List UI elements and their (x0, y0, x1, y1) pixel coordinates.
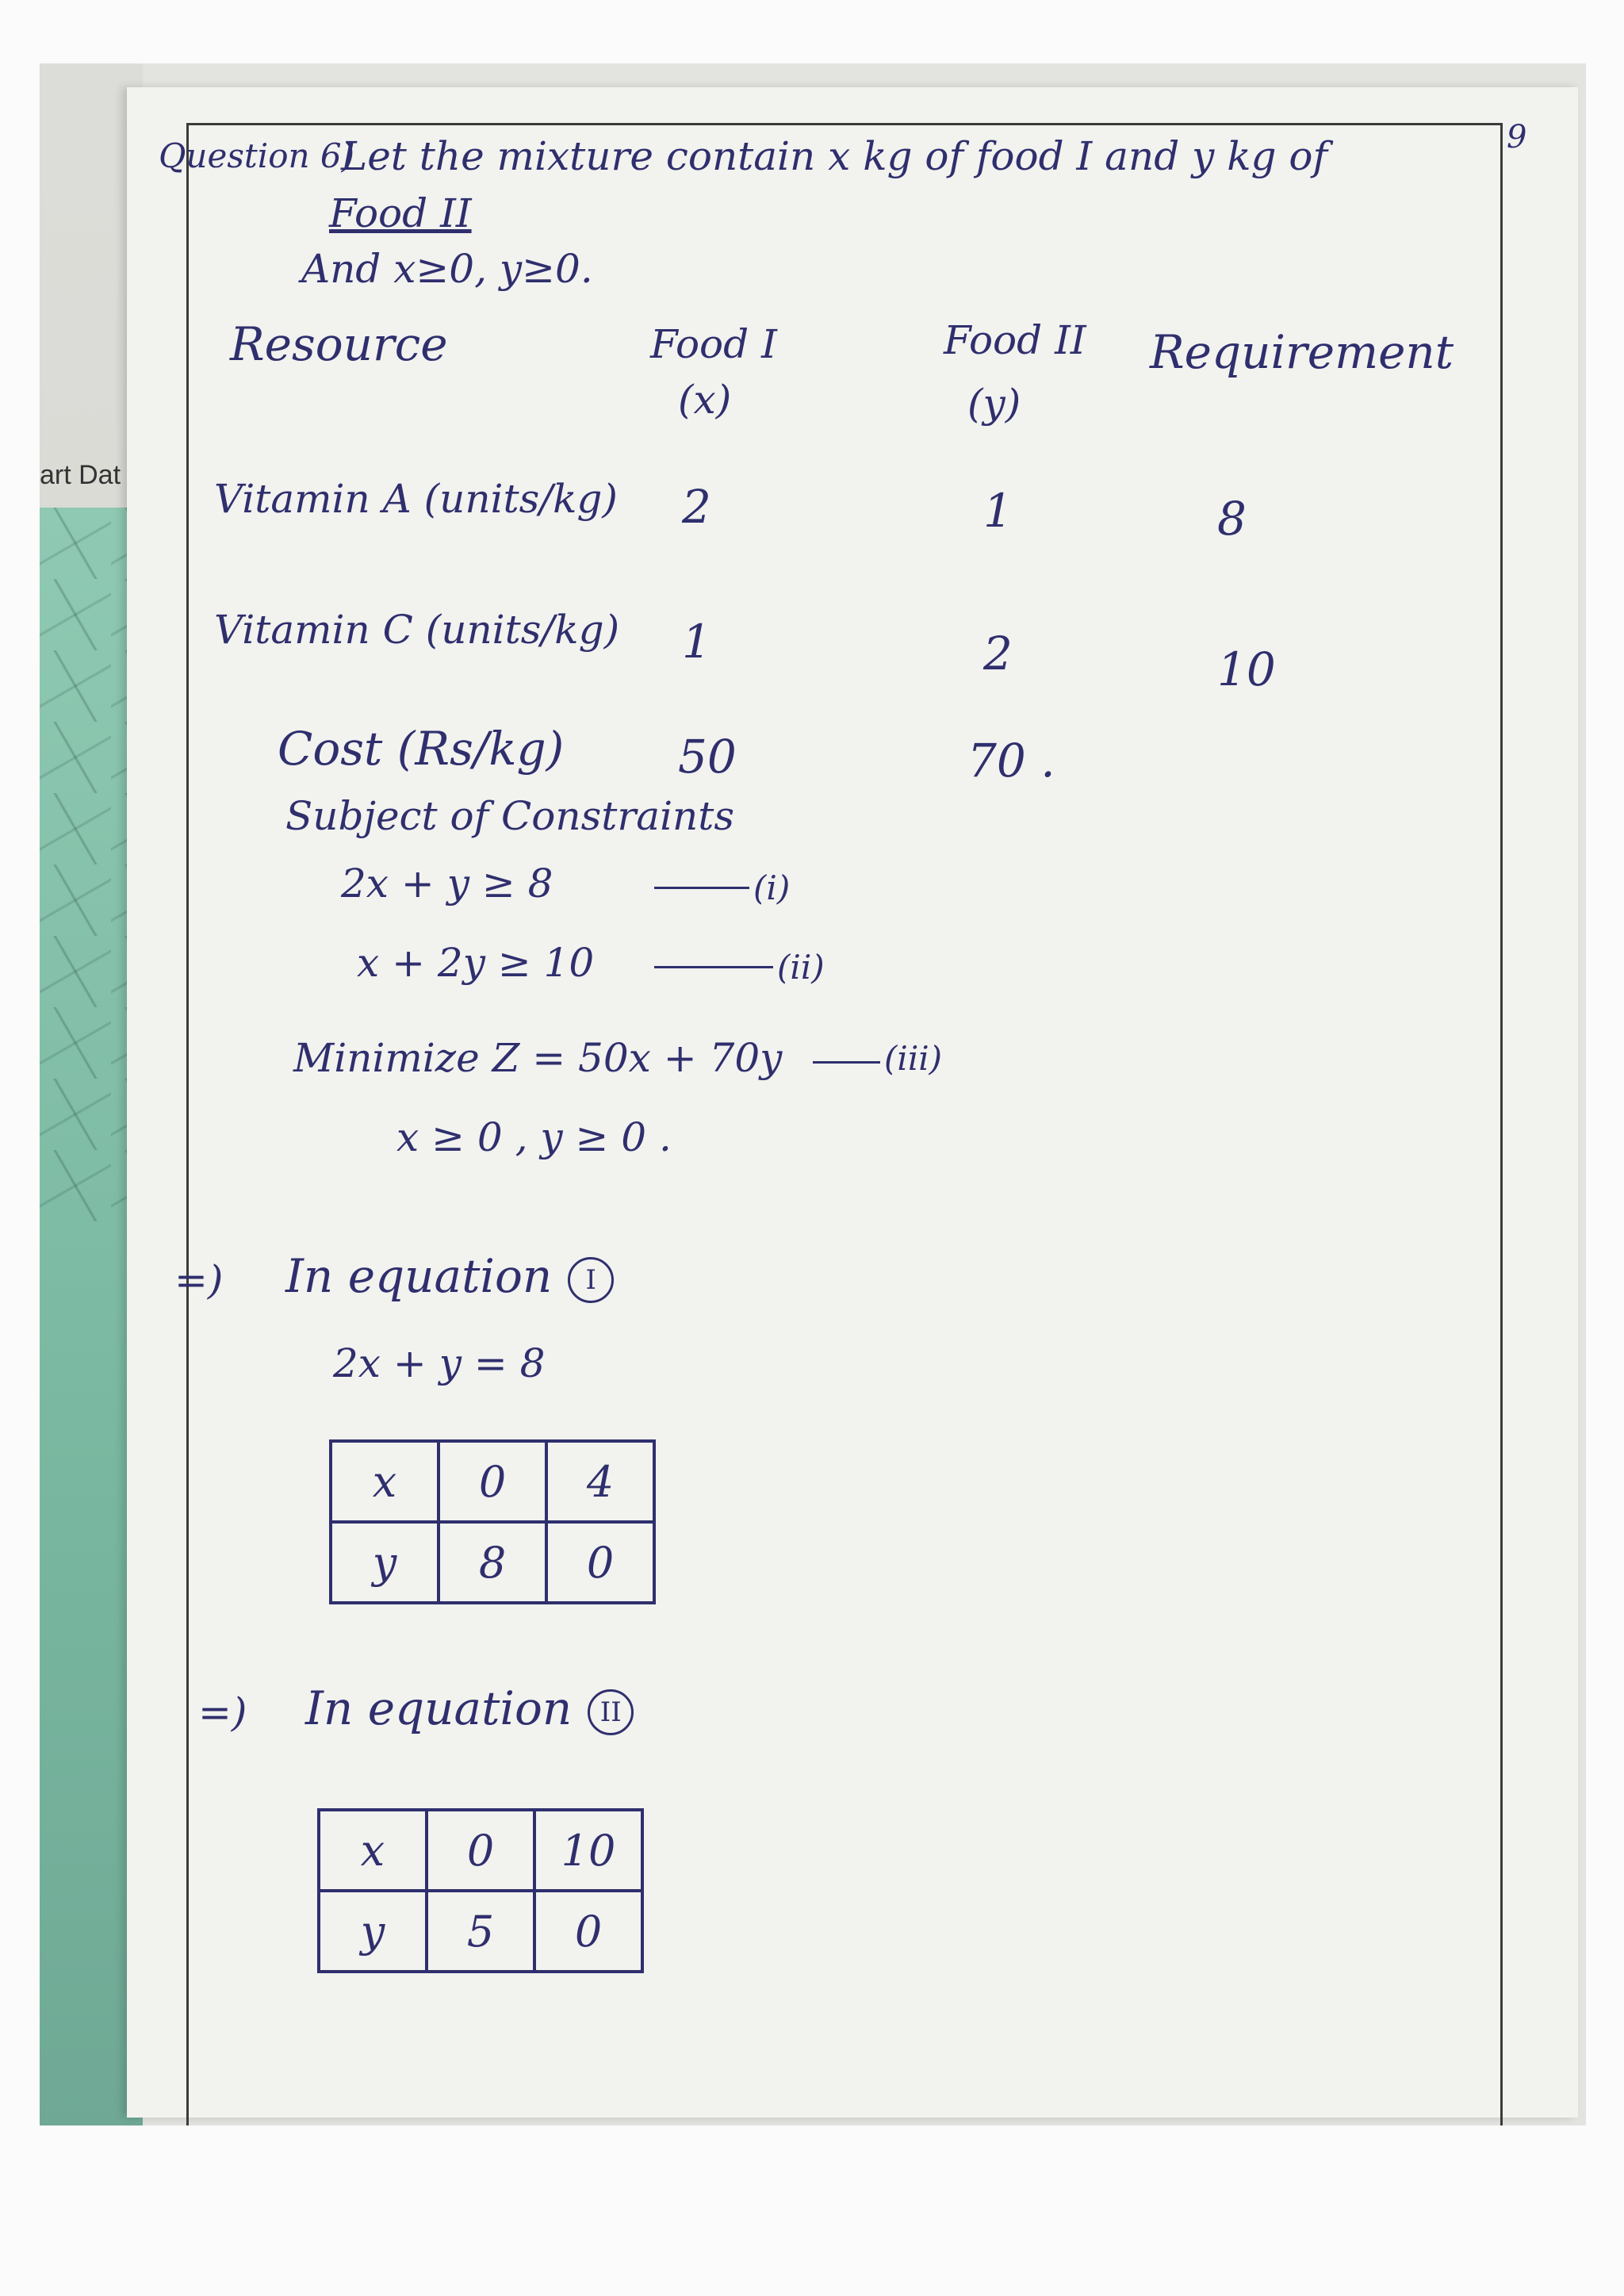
header-food-1: Food I (650, 321, 777, 367)
row-vitamin-a-food1: 2 (682, 480, 711, 534)
table-row (331, 1522, 654, 1603)
header-resource: Resource (230, 317, 448, 371)
constraint-2-leader (654, 966, 773, 968)
table-cell: 0 (427, 1810, 534, 1891)
row-vitamin-c-label: Vitamin C (units/kg) (214, 607, 620, 653)
header-requirement: Requirement (1150, 325, 1454, 379)
eq1-equation: 2x + y = 8 (333, 1340, 546, 1386)
table-cell: 0 (439, 1441, 546, 1522)
table-row (331, 1441, 654, 1522)
table-cell: 0 (546, 1522, 654, 1603)
eq1-number: I (568, 1257, 614, 1303)
eq2-heading (305, 1681, 634, 1735)
constraint-2-tag: (ii) (777, 948, 825, 987)
row-vitamin-c-food1: 1 (682, 615, 711, 669)
notebook-sheet (127, 87, 1578, 2118)
subheader-food-1: (x) (678, 377, 732, 423)
objective-tag: (iii) (884, 1039, 943, 1078)
constraints-heading: Subject of Constraints (285, 793, 735, 839)
non-negativity: x ≥ 0 , y ≥ 0 . (396, 1114, 672, 1160)
eq2-heading-text: In equation (305, 1681, 573, 1735)
table-cell: x (319, 1810, 427, 1891)
table-cell: 0 (534, 1891, 642, 1972)
page-number: 9 (1507, 119, 1527, 155)
constraint-1-tag: (i) (753, 868, 791, 907)
row-vitamin-a-food2: 1 (983, 484, 1013, 538)
table-cell: 10 (534, 1810, 642, 1891)
eq1-arrow: =) (174, 1257, 224, 1303)
eq1-values-table (329, 1439, 656, 1604)
subheader-food-2: (y) (967, 381, 1021, 427)
notebook-photo (40, 63, 1586, 2125)
row-vitamin-c-req: 10 (1217, 642, 1276, 696)
question-line-2: Food II (329, 190, 472, 236)
row-cost-food1: 50 (678, 730, 737, 784)
row-vitamin-a-req: 8 (1217, 492, 1247, 546)
table-cell: x (331, 1441, 439, 1522)
constraint-2: x + 2y ≥ 10 (357, 940, 595, 986)
objective-function: Minimize Z = 50x + 70y (293, 1035, 783, 1081)
question-line-3: And x≥0, y≥0. (301, 246, 593, 292)
row-vitamin-a-label: Vitamin A (units/kg) (214, 476, 618, 522)
side-tab-label: art Dat (40, 460, 121, 490)
table-cell: y (331, 1522, 439, 1603)
header-food-2: Food II (944, 317, 1086, 363)
constraint-1-leader (654, 887, 749, 889)
eq1-heading-text: In equation (285, 1249, 553, 1303)
objective-leader (813, 1061, 880, 1064)
eq2-arrow: =) (198, 1689, 247, 1735)
question-line-1: Let the mixture contain x kg of food I and y kg of (341, 133, 1328, 179)
table-cell: y (319, 1891, 427, 1972)
table-row (319, 1810, 642, 1891)
row-cost-label: Cost (Rs/kg) (278, 722, 565, 776)
eq2-number: II (588, 1689, 634, 1735)
row-cost-food2: 70 . (967, 734, 1055, 788)
table-cell: 4 (546, 1441, 654, 1522)
table-row (319, 1891, 642, 1972)
table-cell: 5 (427, 1891, 534, 1972)
table-cell: 8 (439, 1522, 546, 1603)
question-label: Question 6) (159, 136, 354, 175)
row-vitamin-c-food2: 2 (983, 627, 1013, 680)
eq1-heading (285, 1249, 614, 1303)
constraint-1: 2x + y ≥ 8 (341, 861, 553, 907)
eq2-values-table (317, 1808, 644, 1973)
